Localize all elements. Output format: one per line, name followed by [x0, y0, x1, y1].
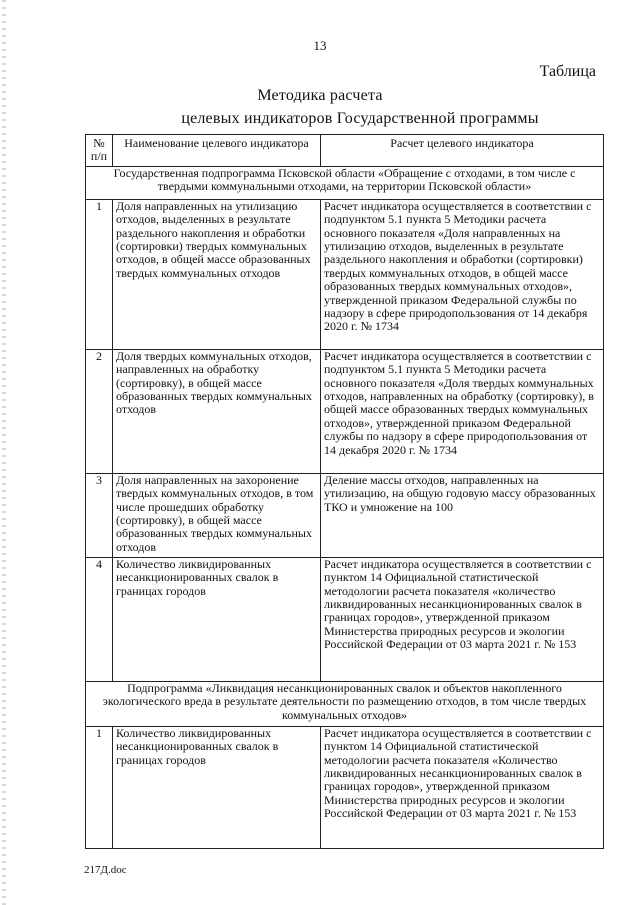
table-row: [86, 726, 604, 848]
row-number: 1: [86, 199, 113, 349]
section-heading-row: [86, 166, 604, 199]
column-header-calc: Расчет целевого индикатора: [321, 135, 604, 167]
table-label: Таблица: [539, 63, 596, 80]
row-number: 2: [86, 349, 113, 473]
indicator-calc: Деление массы отходов, направленных на утилизацию, на общую годовую массу образованных ТКО и умножение на 100: [321, 473, 604, 557]
table-row: [86, 473, 604, 557]
indicator-name: Количество ликвидированных несанкционированных свалок в границах городов: [113, 726, 321, 848]
column-header-name: Наименование целевого индикатора: [113, 135, 321, 167]
row-number: 4: [86, 557, 113, 681]
table-row: [86, 199, 604, 349]
table-row: [86, 557, 604, 681]
table-header-row: [86, 135, 604, 167]
indicator-name: Количество ликвидированных несанкционированных свалок в границах городов: [113, 557, 321, 681]
row-number: 3: [86, 473, 113, 557]
indicator-calc: Расчет индикатора осуществляется в соответствии с пунктом 14 Официальной статистической методологии расчета показателя «Количество ликвидированных несанкционированных свалок в границах городов», утвержденной приказом Министерства природных ресурсов и экологии Российской Федерации от 03 марта 2021 г. № 153: [321, 726, 604, 848]
scan-edge: [2, 0, 6, 905]
section-heading-row: [86, 681, 604, 726]
indicators-table: [85, 134, 604, 849]
table-row: [86, 349, 604, 473]
page-number: 13: [313, 38, 327, 53]
page-subtitle: целевых индикаторов Государственной программы: [181, 110, 539, 127]
section-heading: Государственная подпрограмма Псковской области «Обращение с отходами, в том числе с твердыми коммунальными отходами, на территории Псковской области»: [86, 166, 604, 199]
indicator-calc: Расчет индикатора осуществляется в соответствии с пунктом 14 Официальной статистической методологии расчета показателя «количество ликвидированных несанкционированных свалок в границах городов», утвержденной приказом Министерства природных ресурсов и экологии Российской Федерации от 03 марта 2021 г. № 153: [321, 557, 604, 681]
indicator-calc: Расчет индикатора осуществляется в соответствии с подпунктом 5.1 пункта 5 Методики расчета основного показателя «Доля твердых коммунальных отходов, направленных на обработку (сортировку), в общей массе образованных твердых коммунальных отходов», утвержденной приказом Федеральной службы по надзору в сфере природопользования от 14 декабря 2020 г. № 1734: [321, 349, 604, 473]
section-heading: Подпрограмма «Ликвидация несанкционированных свалок и объектов накопленного экологического вреда в результате деятельности по размещению отходов, в том числе твердых коммунальных отходов»: [86, 681, 604, 726]
column-header-number: № п/п: [86, 135, 113, 167]
indicator-name: Доля направленных на утилизацию отходов, выделенных в результате раздельного накопления и обработки (сортировки) твердых коммунальных отходов, в общей массе образованных твердых коммунальных отходов: [113, 199, 321, 349]
indicator-name: Доля направленных на захоронение твердых коммунальных отходов, в том числе прошедших обработку (сортировку), в общей массе образованных твердых коммунальных отходов: [113, 473, 321, 557]
row-number: 1: [86, 726, 113, 848]
page-title: Методика расчета: [257, 87, 383, 104]
footer-filename: 217Д.doc: [84, 864, 127, 876]
indicator-name: Доля твердых коммунальных отходов, направленных на обработку (сортировку), в общей массе образованных твердых коммунальных отходов: [113, 349, 321, 473]
indicator-calc: Расчет индикатора осуществляется в соответствии с подпунктом 5.1 пункта 5 Методики расчета основного показателя «Доля направленных на утилизацию отходов, выделенных в результате раздельного накопления и обработки (сортировки) твердых коммунальных отходов, в общей массе образованных твердых коммунальных отходов», утвержденной приказом Федеральной службы по надзору в сфере природопользования от 14 декабря 2020 г. № 1734: [321, 199, 604, 349]
